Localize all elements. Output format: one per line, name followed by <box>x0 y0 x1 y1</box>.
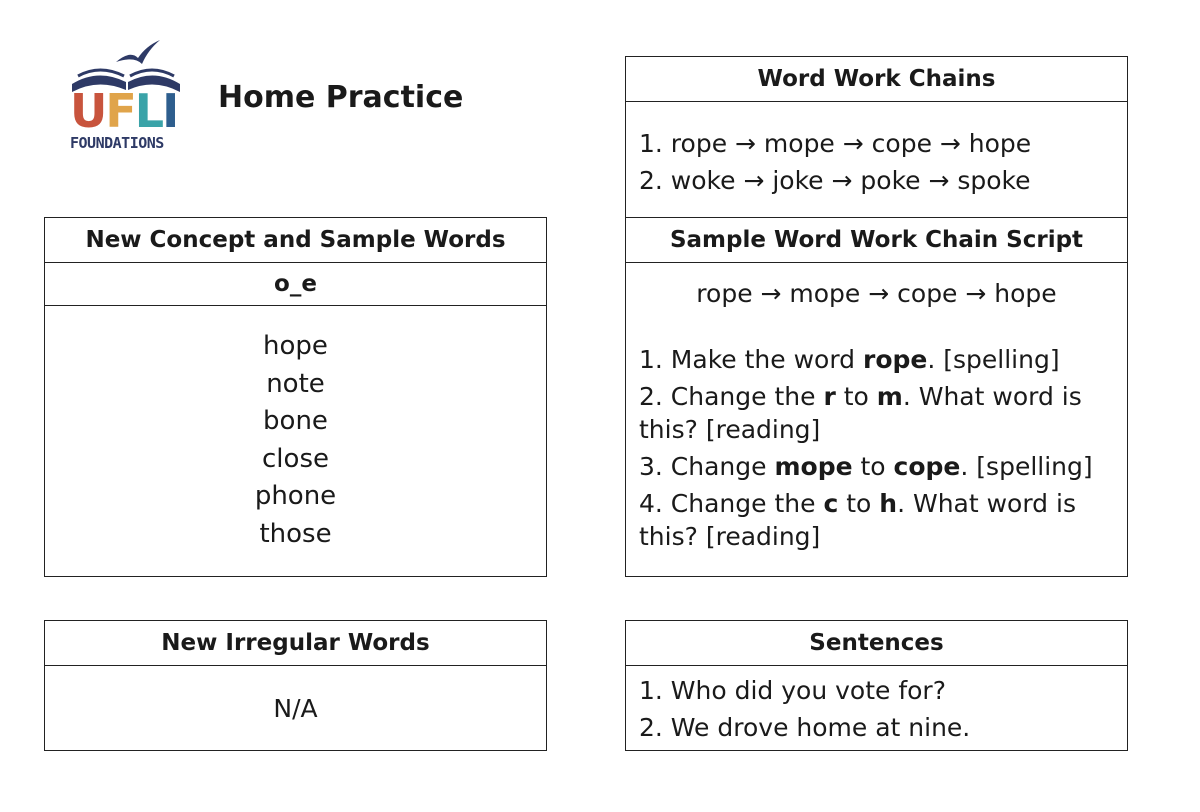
list-item: 2. Change the r to m. What word is this? [reading] <box>639 382 1082 444</box>
list-item: 4. Change the c to h. What word is this? [reading] <box>639 489 1076 551</box>
concept-pattern: o_e <box>45 263 546 306</box>
chains-header: Word Work Chains <box>626 57 1127 102</box>
list-item: 3. Change mope to cope. [spelling] <box>639 452 1093 481</box>
list-item: 1. rope → mope → cope → hope <box>639 129 1032 158</box>
list-item: note <box>266 368 325 399</box>
irregular-header: New Irregular Words <box>45 621 546 666</box>
chains-panel <box>625 56 1128 219</box>
list-item: those <box>259 518 332 549</box>
list-item: 1. Make the word rope. [spelling] <box>639 345 1060 374</box>
irregular-panel <box>44 620 547 751</box>
list-item: close <box>262 443 329 474</box>
sentences-list <box>626 666 1127 744</box>
ufli-foundations-logo <box>68 34 188 156</box>
chains-list <box>626 102 1127 197</box>
list-item: phone <box>254 481 337 512</box>
script-panel <box>625 217 1128 577</box>
script-steps <box>626 339 1127 553</box>
sentences-header: Sentences <box>626 621 1127 666</box>
concept-panel <box>44 217 547 577</box>
concept-header: New Concept and Sample Words <box>45 218 546 263</box>
list-item: 1. Who did you vote for? <box>639 676 946 705</box>
sentences-panel <box>625 620 1128 751</box>
list-item: bone <box>263 406 328 437</box>
script-header: Sample Word Work Chain Script <box>626 218 1127 263</box>
logo-subtitle: FOUNDATIONS <box>70 134 164 152</box>
list-item: 2. woke → joke → poke → spoke <box>639 166 1031 195</box>
sample-word-list <box>45 306 546 554</box>
irregular-value: N/A <box>273 694 318 723</box>
page-title: Home Practice <box>218 80 464 115</box>
list-item: hope <box>263 331 328 361</box>
logo-wordmark: UFLI <box>70 84 178 138</box>
script-chain: rope → mope → cope → hope <box>696 279 1057 308</box>
list-item: 2. We drove home at nine. <box>639 713 971 742</box>
